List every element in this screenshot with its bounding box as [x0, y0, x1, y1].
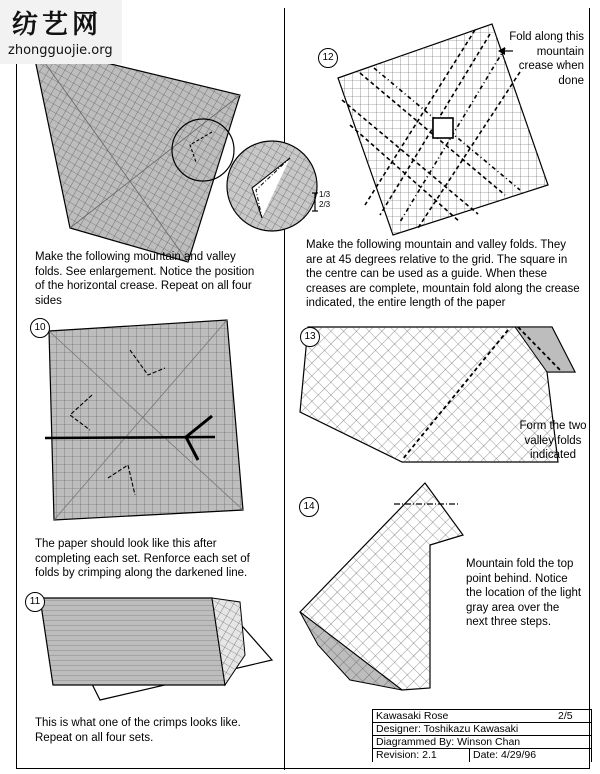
title-block-row-designer	[373, 723, 591, 736]
designer: Designer: Toshikazu Kawasaki	[376, 723, 519, 735]
watermark-title: 纺艺网	[12, 10, 103, 40]
step14-instructions: Mountain fold the top point behind. Notice the location of the light gray area over the next three steps.	[466, 558, 582, 628]
diagrammer: Diagrammed By: Winson Chan	[376, 736, 521, 748]
watermark-url: zhongguojie.org	[8, 43, 113, 58]
date: Date: 4/29/96	[473, 749, 537, 761]
title-block-row-revision	[373, 749, 591, 761]
step-number-14: 14	[299, 497, 319, 517]
step10-diagram	[45, 320, 243, 520]
step10-instructions: Make the following mountain and valley folds. See enlargement. Notice the position of the horizontal crease. Repeat on all four sides	[35, 251, 255, 307]
title-block	[372, 709, 592, 762]
step11-instructions: This is what one of the crimps looks like. Repeat on all four sets.	[35, 717, 241, 744]
step12-instructions: Make the following mountain and valley folds. They are at 45 degrees relative to the grid. The square in the centre can be used as a guide. When these creases are complete, mountain fold along the crease indicated, the entire length of the paper	[306, 239, 580, 309]
step-number-12: 12	[318, 48, 338, 68]
step9-diagram	[32, 45, 318, 262]
step12-callout: Fold along this mountain crease when done	[509, 31, 584, 87]
step13-instructions: Form the two valley folds indicated	[519, 420, 587, 461]
step10-result-note: The paper should look like this after completing each set. Renforce each set of folds by crimping along the darkened line.	[35, 538, 250, 579]
title-block-row-diagrammer	[373, 736, 591, 749]
revision: Revision: 2.1	[376, 749, 437, 761]
model-name: Kawasaki Rose	[376, 710, 449, 722]
title-block-row-model	[373, 710, 591, 723]
step-number-11: 11	[25, 592, 45, 612]
step-number-10: 10	[30, 318, 50, 338]
page-number: 2/5	[558, 710, 573, 722]
enlargement-label-bottom: 2/3	[319, 200, 331, 209]
step11-diagram	[40, 598, 272, 700]
step-number-13: 13	[300, 327, 320, 347]
enlargement-label-top: 1/3	[319, 190, 331, 199]
step14-diagram	[300, 483, 463, 690]
title-block-divider	[469, 749, 470, 762]
